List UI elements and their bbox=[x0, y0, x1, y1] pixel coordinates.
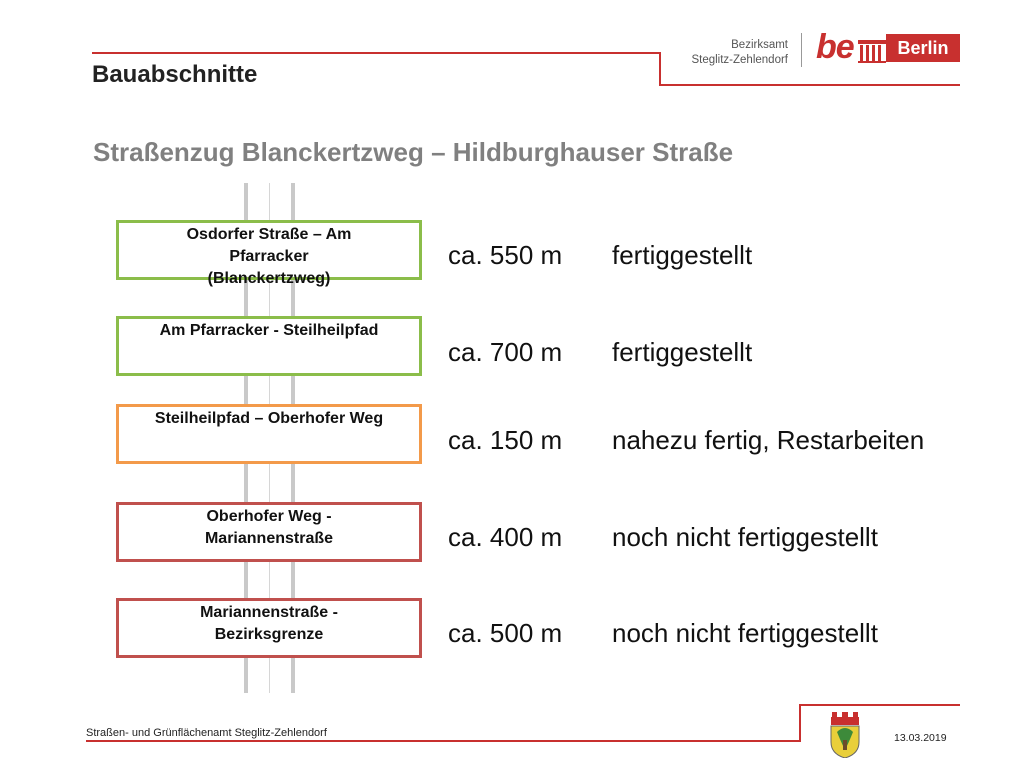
branding-separator bbox=[801, 33, 802, 67]
brandenburg-gate-icon bbox=[858, 40, 886, 64]
segment-label-2: Am Pfarracker - Steilheilpfad bbox=[159, 322, 379, 339]
segment-status-1: fertiggestellt bbox=[612, 240, 753, 270]
footer-rule-right bbox=[799, 704, 960, 706]
org-name bbox=[676, 38, 788, 68]
segment-label-4: Oberhofer Weg - Mariannenstraße bbox=[204, 508, 334, 547]
footer-rule-step bbox=[799, 704, 801, 742]
footer-department: Straßen- und Grünflächenamt Steglitz-Zehlendorf bbox=[86, 727, 327, 739]
logo-be: be bbox=[816, 28, 854, 66]
segment-length-1: ca. 550 m bbox=[448, 240, 563, 270]
header-rule-left bbox=[92, 52, 661, 54]
segment-label-3: Steilheilpfad – Oberhofer Weg bbox=[154, 410, 384, 427]
segment-length-2: ca. 700 m bbox=[448, 337, 563, 367]
org-name-line1: Bezirksamt bbox=[731, 39, 788, 51]
district-crest-icon bbox=[829, 712, 861, 758]
segment-box-5 bbox=[116, 598, 422, 658]
segment-status-4: noch nicht fertiggestellt bbox=[612, 522, 878, 552]
segment-label-5: Mariannenstraße - Bezirksgrenze bbox=[200, 604, 338, 643]
logo-berlin: Berlin bbox=[886, 34, 960, 62]
segment-box-1 bbox=[116, 220, 422, 287]
org-name-line2: Steglitz-Zehlendorf bbox=[691, 54, 788, 66]
segment-label-1: Osdorfer Straße – Am Pfarracker (Blanckertzweg) bbox=[186, 226, 352, 287]
footer-rule-left bbox=[86, 740, 801, 742]
header-rule-right bbox=[659, 84, 960, 86]
header-rule-step bbox=[659, 52, 661, 86]
segment-status-2: fertiggestellt bbox=[612, 337, 753, 367]
segment-box-3 bbox=[116, 404, 422, 464]
segment-box-4 bbox=[116, 502, 422, 562]
segment-length-5: ca. 500 m bbox=[448, 618, 563, 648]
segment-length-3: ca. 150 m bbox=[448, 425, 563, 455]
segment-box-2 bbox=[116, 316, 422, 376]
segment-status-5: noch nicht fertiggestellt bbox=[612, 618, 878, 648]
footer-date: 13.03.2019 bbox=[894, 732, 947, 744]
segment-length-4: ca. 400 m bbox=[448, 522, 563, 552]
section-subtitle: Straßenzug Blanckertzweg – Hildburghauser Straße bbox=[93, 137, 734, 167]
page-title: Bauabschnitte bbox=[92, 61, 258, 88]
segment-status-3: nahezu fertig, Restarbeiten bbox=[612, 425, 925, 455]
